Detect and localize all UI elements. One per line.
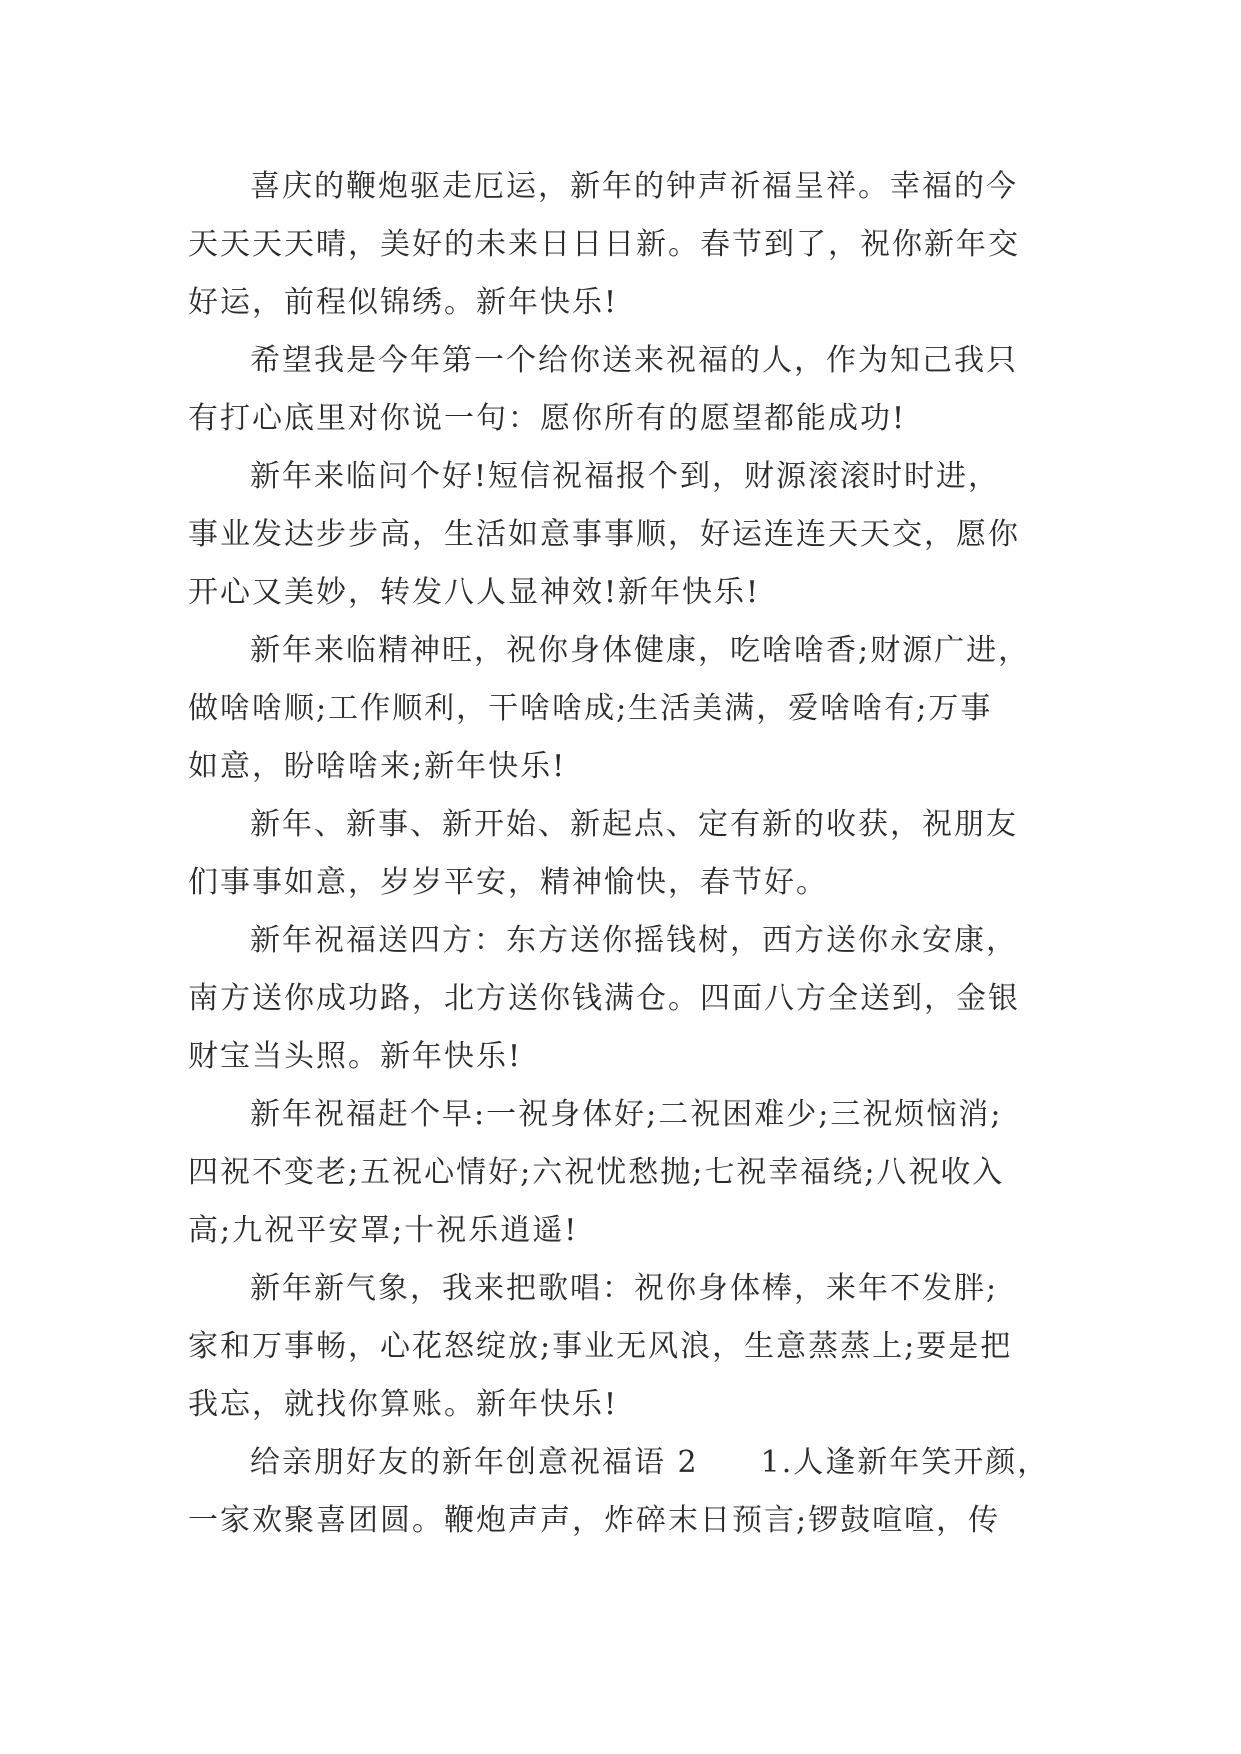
text-line: 新年祝福送四方：东方送你摇钱树，西方送你永安康， bbox=[250, 923, 1018, 958]
paragraph bbox=[188, 1086, 1068, 1260]
document-body bbox=[188, 158, 1068, 1550]
text-line: 新年、新事、新开始、新起点、定有新的收获，祝朋友 bbox=[250, 807, 1018, 842]
section-heading: 给亲朋好友的新年创意祝福语 2 bbox=[250, 1445, 699, 1480]
text-line: 南方送你成功路，北方送你钱满仓。四面八方全送到，金银 bbox=[188, 981, 1020, 1016]
paragraph bbox=[188, 796, 1068, 912]
section-heading-line bbox=[188, 1434, 1068, 1492]
text-line: 一家欢聚喜团圆。鞭炮声声，炸碎末日预言;锣鼓喧喧，传 bbox=[188, 1503, 1001, 1538]
paragraph bbox=[188, 332, 1068, 448]
paragraph bbox=[188, 158, 1068, 332]
text-line: 四祝不变老;五祝心情好;六祝忧愁抛;七祝幸福绕;八祝收入 bbox=[188, 1155, 1005, 1190]
text-line: 新年来临问个好!短信祝福报个到，财源滚滚时时进， bbox=[250, 459, 1001, 494]
text-line: 财宝当头照。新年快乐! bbox=[188, 1039, 523, 1074]
text-line: 新年新气象，我来把歌唱：祝你身体棒，来年不发胖; bbox=[250, 1271, 999, 1306]
paragraph bbox=[188, 1434, 1068, 1550]
paragraph bbox=[188, 622, 1068, 796]
text-line: 做啥啥顺;工作顺利，干啥啥成;生活美满，爱啥啥有;万事 bbox=[188, 691, 993, 726]
text-line: 开心又美妙，转发八人显神效!新年快乐! bbox=[188, 575, 761, 610]
text-line: 新年祝福赶个早:一祝身体好;二祝困难少;三祝烦恼消; bbox=[250, 1097, 1003, 1132]
text-line: 我忘，就找你算账。新年快乐! bbox=[188, 1387, 619, 1422]
text-line: 天天天天晴，美好的未来日日日新。春节到了，祝你新年交 bbox=[188, 227, 1020, 262]
text-line: 高;九祝平安罩;十祝乐逍遥! bbox=[188, 1213, 579, 1248]
paragraph bbox=[188, 448, 1068, 622]
text-line: 希望我是今年第一个给你送来祝福的人，作为知己我只 bbox=[250, 343, 1018, 378]
paragraph bbox=[188, 912, 1068, 1086]
paragraph bbox=[188, 1260, 1068, 1434]
text-line: 们事事如意，岁岁平安，精神愉快，春节好。 bbox=[188, 865, 828, 900]
text-line: 喜庆的鞭炮驱走厄运，新年的钟声祈福呈祥。幸福的今 bbox=[250, 169, 1018, 204]
text-line: 1.人逢新年笑开颜， bbox=[760, 1445, 1050, 1480]
text-line: 新年来临精神旺，祝你身体健康，吃啥啥香;财源广进， bbox=[250, 633, 1031, 668]
text-line: 有打心底里对你说一句：愿你所有的愿望都能成功! bbox=[188, 401, 907, 436]
text-line: 好运，前程似锦绣。新年快乐! bbox=[188, 285, 619, 320]
text-line: 如意，盼啥啥来;新年快乐! bbox=[188, 749, 567, 784]
text-line: 家和万事畅，心花怒绽放;事业无风浪，生意蒸蒸上;要是把 bbox=[188, 1329, 1013, 1364]
text-line: 事业发达步步高，生活如意事事顺，好运连连天天交，愿你 bbox=[188, 517, 1020, 552]
